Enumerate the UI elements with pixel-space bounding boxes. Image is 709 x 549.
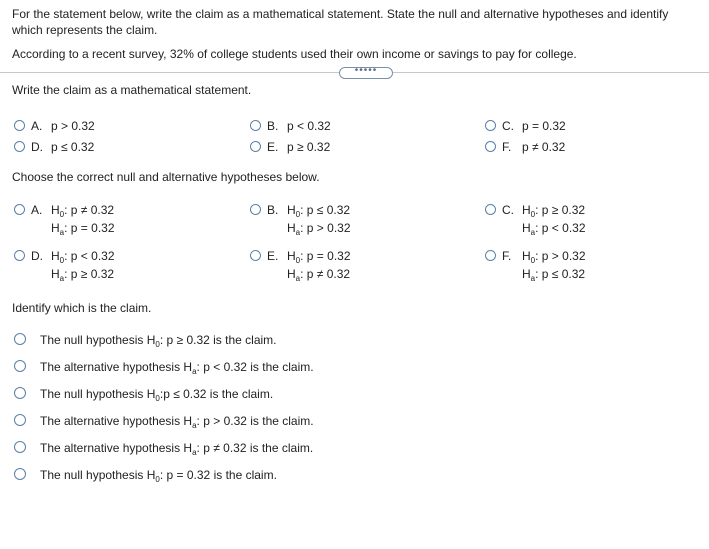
radio-button[interactable] xyxy=(485,141,496,152)
option-letter: F. xyxy=(502,140,512,154)
radio-button[interactable] xyxy=(250,141,261,152)
option-text: The null hypothesis $H_0:p \le 0.32$ is the claim. xyxy=(40,387,274,403)
alt-hypothesis: $H_a$: p ≥ 0.32 xyxy=(51,267,115,283)
null-hypothesis: $H_0$: p < 0.32 xyxy=(51,249,115,265)
radio-button[interactable] xyxy=(14,204,25,215)
radio-button[interactable] xyxy=(14,441,26,453)
radio-button[interactable] xyxy=(485,204,496,215)
option-letter: C. xyxy=(502,203,514,217)
option-letter: B. xyxy=(267,203,279,217)
option-letter: B. xyxy=(267,119,279,133)
null-hypothesis: $H_0$: p = 0.32 xyxy=(287,249,351,265)
option-letter: E. xyxy=(267,249,279,263)
radio-button[interactable] xyxy=(250,250,261,261)
option-letter: E. xyxy=(267,140,279,154)
option-text: The null hypothesis $H_0$: p = 0.32 is the claim. xyxy=(40,468,277,484)
radio-button[interactable] xyxy=(485,250,496,261)
instructions-text: For the statement below, write the claim as a mathematical statement. State the null and alternative hypotheses and identify which represents the claim. xyxy=(12,7,669,37)
radio-button[interactable] xyxy=(14,468,26,480)
null-hypothesis: $H_0$: p > 0.32 xyxy=(522,249,586,265)
option-text: p ≥ 0.32 xyxy=(287,140,331,154)
option-letter: C. xyxy=(502,119,514,133)
null-hypothesis: $H_0$: p ≤ 0.32 xyxy=(287,203,351,219)
radio-button[interactable] xyxy=(250,204,261,215)
radio-button[interactable] xyxy=(14,120,25,131)
radio-button[interactable] xyxy=(14,250,25,261)
q1-prompt: Write the claim as a mathematical statement. xyxy=(12,83,252,97)
radio-button[interactable] xyxy=(14,387,26,399)
q2-prompt: Choose the correct null and alternative hypotheses below. xyxy=(12,170,320,184)
alt-hypothesis: $H_a$: p ≠ 0.32 xyxy=(287,267,351,283)
option-text: The null hypothesis $H_0$: p ≥ 0.32 is the claim. xyxy=(40,333,277,349)
null-hypothesis: $H_0$: p ≥ 0.32 xyxy=(522,203,586,219)
alt-hypothesis: $H_a$: p ≤ 0.32 xyxy=(522,267,586,283)
option-text: p > 0.32 xyxy=(51,119,95,133)
alt-hypothesis: $H_a$: p > 0.32 xyxy=(287,221,351,237)
option-text: p ≠ 0.32 xyxy=(522,140,566,154)
alt-hypothesis: $H_a$: p < 0.32 xyxy=(522,221,586,237)
radio-button[interactable] xyxy=(14,333,26,345)
option-text: The alternative hypothesis $H_a$: p ≠ 0.32 is the claim. xyxy=(40,441,314,457)
option-text: The alternative hypothesis $H_a$: p < 0.32 is the claim. xyxy=(40,360,314,376)
ellipsis-icon: ••••• xyxy=(354,65,378,76)
option-letter: D. xyxy=(31,140,43,154)
option-text: p ≤ 0.32 xyxy=(51,140,95,154)
alt-hypothesis: $H_a$: p = 0.32 xyxy=(51,221,115,237)
option-letter: D. xyxy=(31,249,43,263)
null-hypothesis: $H_0$: p ≠ 0.32 xyxy=(51,203,115,219)
q3-prompt: Identify which is the claim. xyxy=(12,301,152,315)
option-text: p < 0.32 xyxy=(287,119,331,133)
option-letter: A. xyxy=(31,203,43,217)
radio-button[interactable] xyxy=(14,414,26,426)
radio-button[interactable] xyxy=(485,120,496,131)
option-letter: F. xyxy=(502,249,512,263)
radio-button[interactable] xyxy=(250,120,261,131)
expand-toggle-button[interactable] xyxy=(339,67,393,79)
radio-button[interactable] xyxy=(14,360,26,372)
radio-button[interactable] xyxy=(14,141,25,152)
option-text: The alternative hypothesis $H_a$: p > 0.32 is the claim. xyxy=(40,414,314,430)
option-letter: A. xyxy=(31,119,43,133)
context-text: According to a recent survey, 32% of college students used their own income or savings to pay for college. xyxy=(12,47,577,61)
option-text: p = 0.32 xyxy=(522,119,566,133)
